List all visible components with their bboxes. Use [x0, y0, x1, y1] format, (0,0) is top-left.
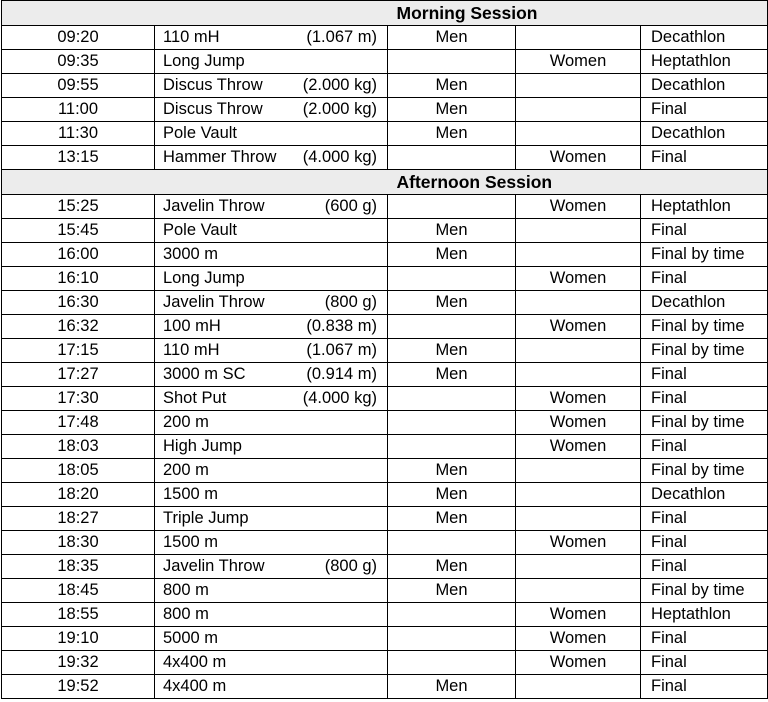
men-cell: Men — [388, 219, 516, 243]
women-cell — [516, 219, 641, 243]
schedule-row — [2, 315, 768, 339]
event-name: 200 m — [163, 461, 209, 479]
round-cell: Decathlon — [641, 483, 768, 507]
event-cell — [155, 219, 388, 243]
men-cell: Men — [388, 26, 516, 50]
women-cell: Women — [516, 315, 641, 339]
event-name: Triple Jump — [163, 509, 249, 527]
men-cell: Men — [388, 243, 516, 267]
time-cell: 17:30 — [2, 387, 155, 411]
women-cell — [516, 291, 641, 315]
event-spec: (800 g) — [324, 293, 377, 311]
women-cell: Women — [516, 411, 641, 435]
event-cell — [155, 627, 388, 651]
event-name: Javelin Throw — [163, 557, 265, 575]
event-name: 800 m — [163, 581, 209, 599]
women-cell — [516, 579, 641, 603]
men-cell: Men — [388, 579, 516, 603]
men-cell — [388, 627, 516, 651]
event-spec: (2.000 kg) — [302, 100, 377, 118]
section-header-spacer — [2, 170, 388, 195]
men-cell: Men — [388, 98, 516, 122]
schedule-row — [2, 219, 768, 243]
event-cell — [155, 98, 388, 122]
event-cell — [155, 675, 388, 699]
round-cell: Decathlon — [641, 122, 768, 146]
schedule-row — [2, 507, 768, 531]
women-cell — [516, 507, 641, 531]
event-cell — [155, 387, 388, 411]
round-cell: Final — [641, 675, 768, 699]
time-cell: 09:55 — [2, 74, 155, 98]
schedule-body — [2, 1, 768, 699]
round-cell: Final — [641, 627, 768, 651]
time-cell: 11:00 — [2, 98, 155, 122]
event-name: 1500 m — [163, 485, 219, 503]
round-cell: Final — [641, 387, 768, 411]
men-cell: Men — [388, 483, 516, 507]
time-cell: 18:30 — [2, 531, 155, 555]
event-name: 800 m — [163, 605, 209, 623]
women-cell — [516, 98, 641, 122]
time-cell: 18:45 — [2, 579, 155, 603]
time-cell: 17:27 — [2, 363, 155, 387]
event-cell — [155, 459, 388, 483]
round-cell: Final — [641, 507, 768, 531]
event-name: Hammer Throw — [163, 148, 277, 166]
event-spec: (0.838 m) — [306, 317, 377, 335]
schedule-row — [2, 122, 768, 146]
men-cell — [388, 315, 516, 339]
event-spec: (4.000 kg) — [302, 148, 377, 166]
men-cell — [388, 603, 516, 627]
event-cell — [155, 411, 388, 435]
schedule-row — [2, 243, 768, 267]
event-name: 3000 m — [163, 245, 219, 263]
men-cell: Men — [388, 122, 516, 146]
event-cell — [155, 315, 388, 339]
round-cell: Final by time — [641, 243, 768, 267]
event-cell — [155, 74, 388, 98]
women-cell — [516, 363, 641, 387]
schedule-row — [2, 267, 768, 291]
men-cell: Men — [388, 339, 516, 363]
round-cell: Heptathlon — [641, 50, 768, 74]
men-cell — [388, 146, 516, 170]
round-cell: Final by time — [641, 315, 768, 339]
time-cell: 15:45 — [2, 219, 155, 243]
women-cell: Women — [516, 195, 641, 219]
round-cell: Decathlon — [641, 74, 768, 98]
schedule-row — [2, 387, 768, 411]
time-cell: 18:27 — [2, 507, 155, 531]
round-cell: Final by time — [641, 459, 768, 483]
women-cell: Women — [516, 651, 641, 675]
section-header-spacer — [641, 170, 768, 195]
event-name: Pole Vault — [163, 124, 237, 142]
women-cell: Women — [516, 627, 641, 651]
round-cell: Final — [641, 267, 768, 291]
event-cell — [155, 579, 388, 603]
section-header-spacer — [2, 1, 388, 26]
event-cell — [155, 435, 388, 459]
event-name: 3000 m SC — [163, 365, 246, 383]
round-cell: Final by time — [641, 579, 768, 603]
section-header-row — [2, 170, 768, 195]
event-cell — [155, 26, 388, 50]
event-cell — [155, 122, 388, 146]
time-cell: 19:32 — [2, 651, 155, 675]
schedule-row — [2, 411, 768, 435]
schedule-row — [2, 603, 768, 627]
schedule-row — [2, 675, 768, 699]
round-cell: Final — [641, 531, 768, 555]
men-cell: Men — [388, 459, 516, 483]
schedule-row — [2, 459, 768, 483]
event-name: 110 mH — [163, 341, 220, 359]
event-name: 4x400 m — [163, 677, 227, 695]
time-cell: 13:15 — [2, 146, 155, 170]
round-cell: Heptathlon — [641, 195, 768, 219]
women-cell — [516, 675, 641, 699]
women-cell: Women — [516, 146, 641, 170]
schedule-table — [1, 0, 768, 699]
women-cell — [516, 243, 641, 267]
men-cell — [388, 531, 516, 555]
men-cell — [388, 411, 516, 435]
time-cell: 11:30 — [2, 122, 155, 146]
time-cell: 09:20 — [2, 26, 155, 50]
time-cell: 17:48 — [2, 411, 155, 435]
event-spec: (800 g) — [324, 557, 377, 575]
event-cell — [155, 483, 388, 507]
round-cell: Final — [641, 219, 768, 243]
event-name: 4x400 m — [163, 653, 227, 671]
women-cell: Women — [516, 50, 641, 74]
time-cell: 18:35 — [2, 555, 155, 579]
event-name: Discus Throw — [163, 100, 263, 118]
time-cell: 19:52 — [2, 675, 155, 699]
time-cell: 18:55 — [2, 603, 155, 627]
men-cell: Men — [388, 507, 516, 531]
time-cell: 18:05 — [2, 459, 155, 483]
event-name: High Jump — [163, 437, 242, 455]
round-cell: Final by time — [641, 411, 768, 435]
event-spec: (600 g) — [324, 197, 377, 215]
event-cell — [155, 651, 388, 675]
event-name: Javelin Throw — [163, 293, 265, 311]
event-name: Shot Put — [163, 389, 227, 407]
event-cell — [155, 603, 388, 627]
women-cell: Women — [516, 531, 641, 555]
time-cell: 18:03 — [2, 435, 155, 459]
schedule-row — [2, 146, 768, 170]
schedule-row — [2, 195, 768, 219]
round-cell: Final — [641, 363, 768, 387]
women-cell: Women — [516, 387, 641, 411]
men-cell: Men — [388, 675, 516, 699]
women-cell — [516, 555, 641, 579]
section-header-row — [2, 1, 768, 26]
event-cell — [155, 363, 388, 387]
event-cell — [155, 50, 388, 74]
event-name: Long Jump — [163, 269, 245, 287]
time-cell: 15:25 — [2, 195, 155, 219]
event-spec: (1.067 m) — [306, 341, 377, 359]
women-cell: Women — [516, 435, 641, 459]
women-cell — [516, 339, 641, 363]
event-name: Pole Vault — [163, 221, 237, 239]
event-name: Long Jump — [163, 52, 245, 70]
men-cell — [388, 387, 516, 411]
event-cell — [155, 195, 388, 219]
event-cell — [155, 555, 388, 579]
event-spec: (0.914 m) — [306, 365, 377, 383]
schedule-row — [2, 50, 768, 74]
event-name: 5000 m — [163, 629, 219, 647]
men-cell: Men — [388, 291, 516, 315]
schedule-row — [2, 627, 768, 651]
event-cell — [155, 507, 388, 531]
event-cell — [155, 267, 388, 291]
event-name: Discus Throw — [163, 76, 263, 94]
round-cell: Final — [641, 651, 768, 675]
schedule-row — [2, 651, 768, 675]
time-cell: 18:20 — [2, 483, 155, 507]
men-cell — [388, 267, 516, 291]
time-cell: 16:00 — [2, 243, 155, 267]
round-cell: Decathlon — [641, 26, 768, 50]
event-cell — [155, 146, 388, 170]
schedule-row — [2, 483, 768, 507]
schedule-row — [2, 74, 768, 98]
women-cell — [516, 483, 641, 507]
schedule-row — [2, 291, 768, 315]
women-cell — [516, 459, 641, 483]
event-spec: (2.000 kg) — [302, 76, 377, 94]
event-name: 200 m — [163, 413, 209, 431]
round-cell: Final — [641, 555, 768, 579]
event-name: 100 mH — [163, 317, 221, 335]
round-cell: Final by time — [641, 339, 768, 363]
section-title: Afternoon Session — [388, 170, 641, 195]
section-header-spacer — [641, 1, 768, 26]
event-cell — [155, 291, 388, 315]
schedule-row — [2, 435, 768, 459]
women-cell — [516, 26, 641, 50]
women-cell — [516, 122, 641, 146]
event-name: Javelin Throw — [163, 197, 265, 215]
schedule-row — [2, 555, 768, 579]
schedule-row — [2, 98, 768, 122]
event-spec: (4.000 kg) — [302, 389, 377, 407]
event-name: 110 mH — [163, 28, 220, 46]
event-spec: (1.067 m) — [306, 28, 377, 46]
men-cell: Men — [388, 74, 516, 98]
event-cell — [155, 339, 388, 363]
schedule-row — [2, 26, 768, 50]
schedule-row — [2, 339, 768, 363]
time-cell: 16:32 — [2, 315, 155, 339]
women-cell: Women — [516, 267, 641, 291]
round-cell: Heptathlon — [641, 603, 768, 627]
women-cell: Women — [516, 603, 641, 627]
round-cell: Final — [641, 435, 768, 459]
event-cell — [155, 531, 388, 555]
event-cell — [155, 243, 388, 267]
round-cell: Decathlon — [641, 291, 768, 315]
round-cell: Final — [641, 146, 768, 170]
men-cell — [388, 195, 516, 219]
men-cell — [388, 435, 516, 459]
men-cell: Men — [388, 363, 516, 387]
section-title: Morning Session — [388, 1, 641, 26]
men-cell: Men — [388, 555, 516, 579]
time-cell: 19:10 — [2, 627, 155, 651]
women-cell — [516, 74, 641, 98]
time-cell: 09:35 — [2, 50, 155, 74]
schedule-row — [2, 363, 768, 387]
round-cell: Final — [641, 98, 768, 122]
men-cell — [388, 651, 516, 675]
time-cell: 16:10 — [2, 267, 155, 291]
event-name: 1500 m — [163, 533, 219, 551]
time-cell: 17:15 — [2, 339, 155, 363]
time-cell: 16:30 — [2, 291, 155, 315]
men-cell — [388, 50, 516, 74]
schedule-row — [2, 531, 768, 555]
schedule-row — [2, 579, 768, 603]
